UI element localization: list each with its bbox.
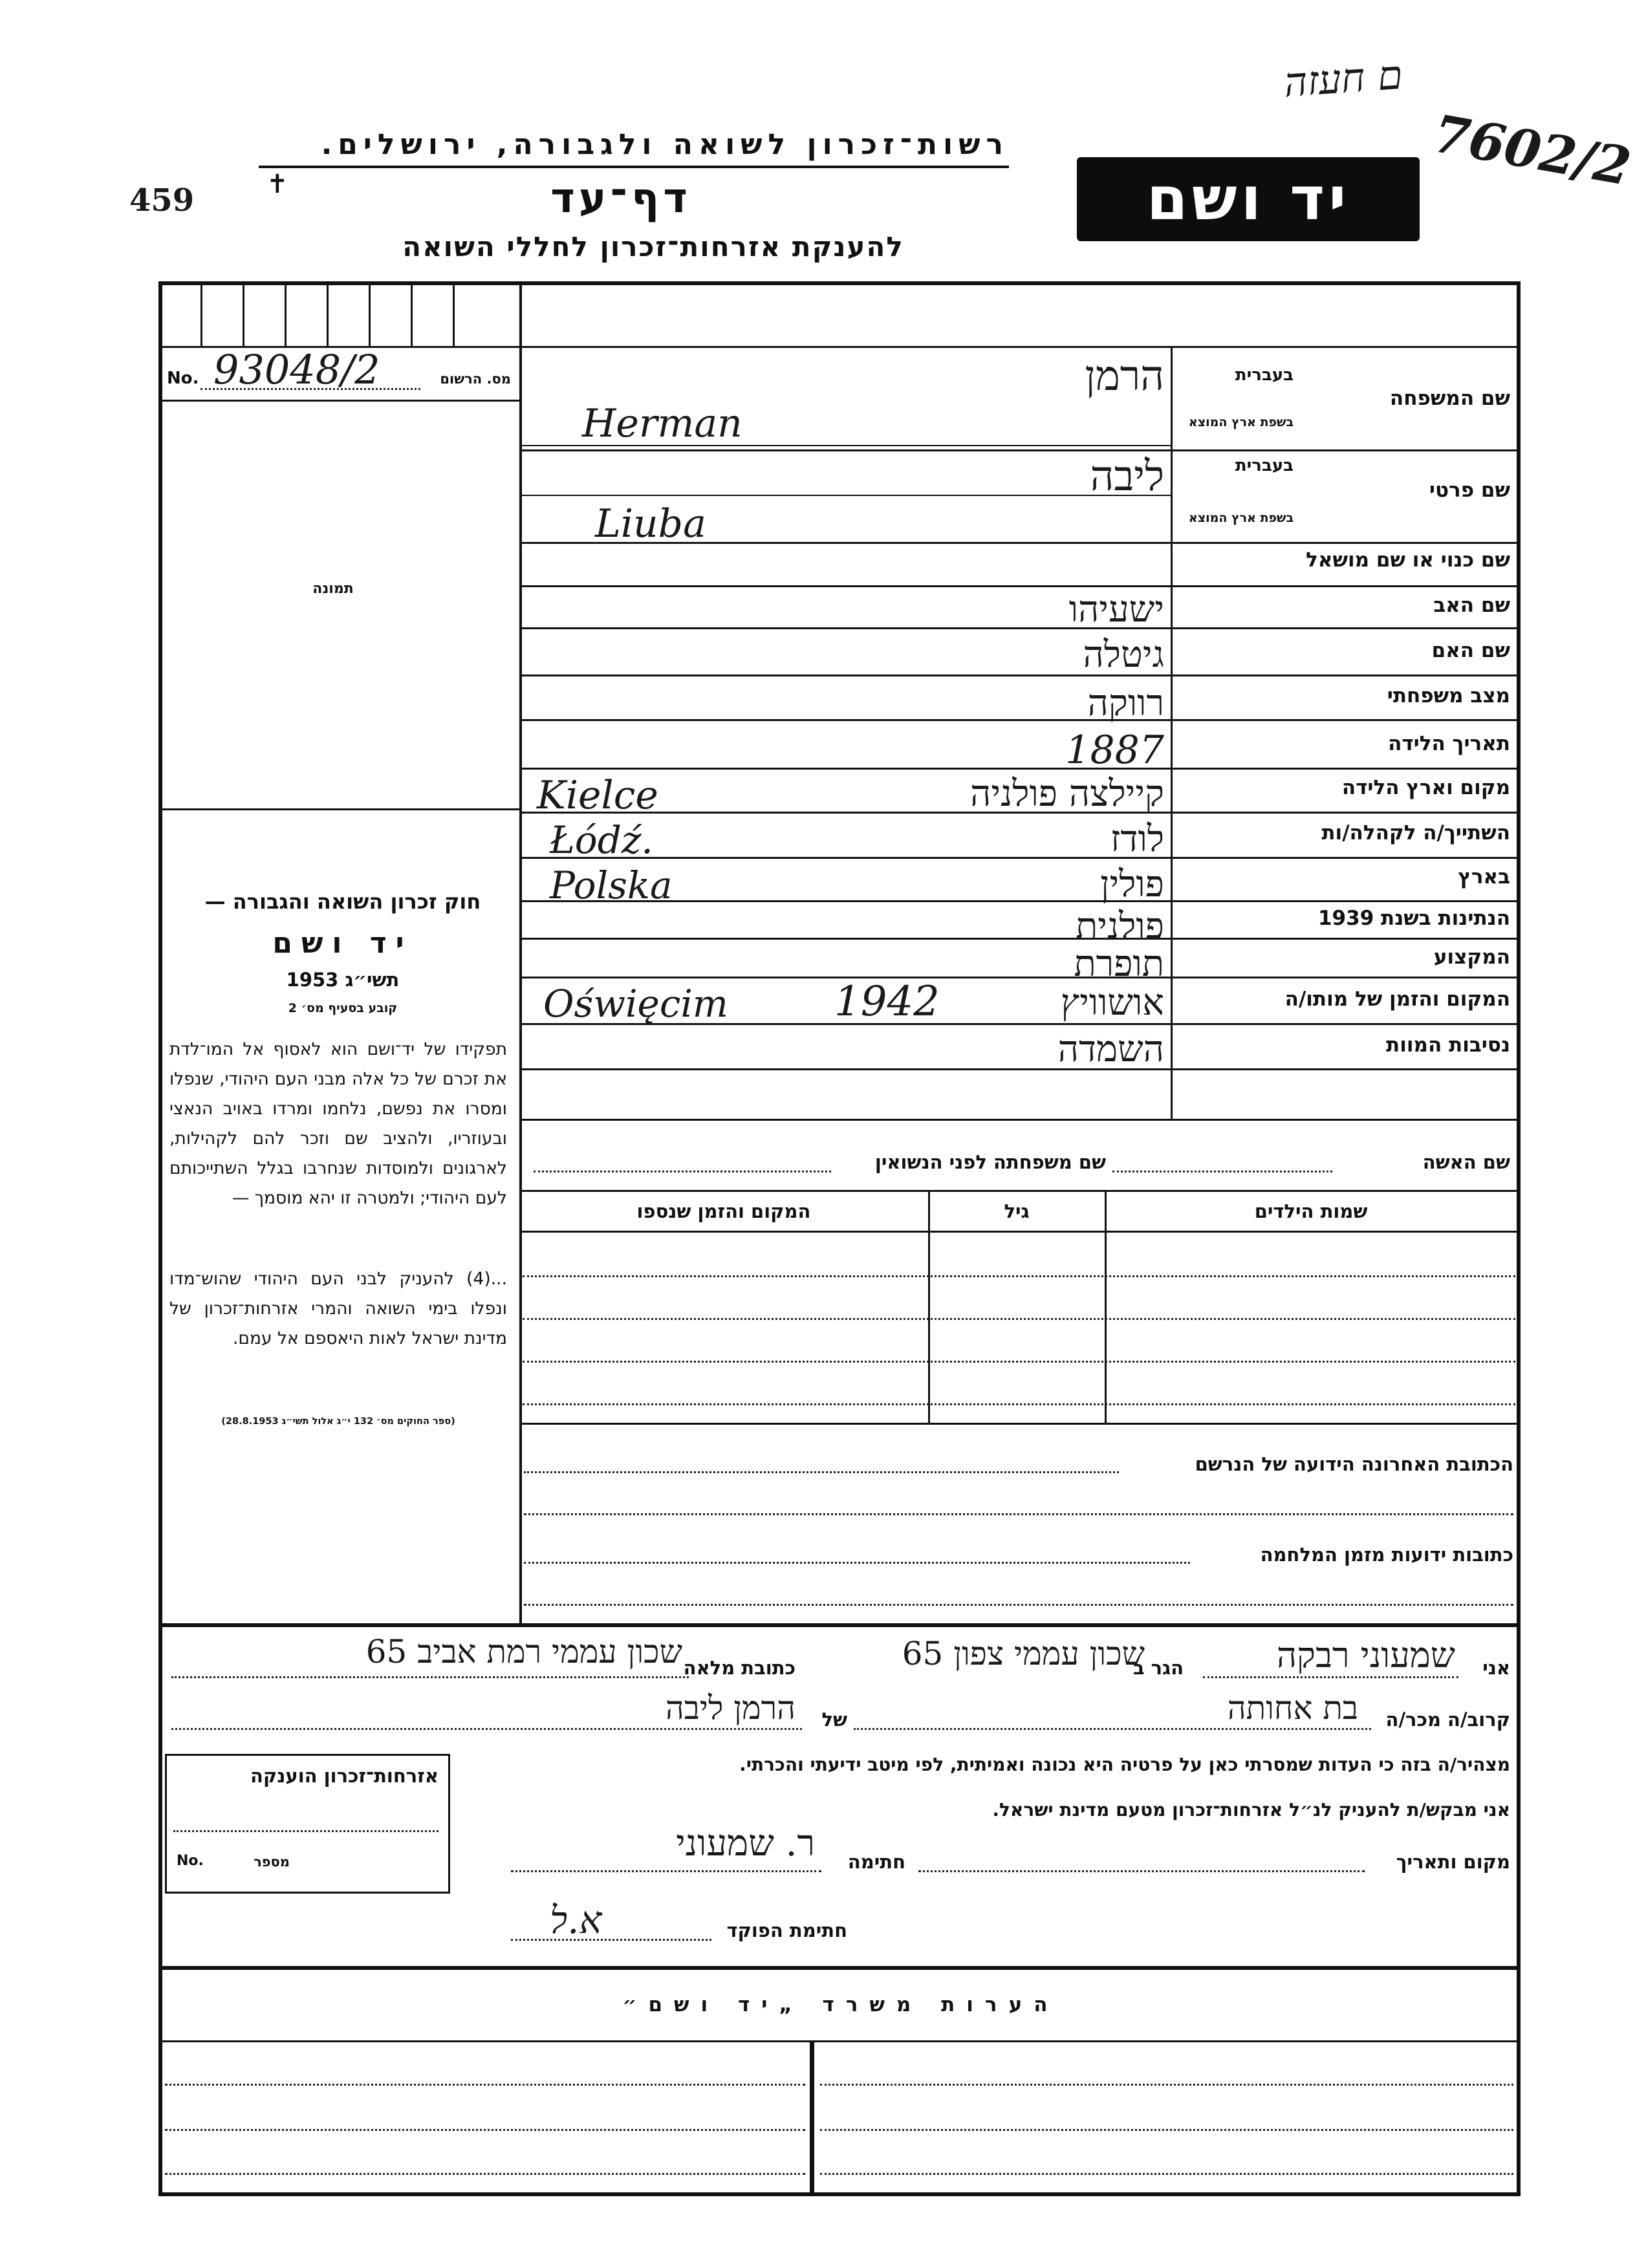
box-divider <box>243 281 244 346</box>
marital-value: רווקה <box>1087 682 1164 724</box>
registration-en-label: No. <box>167 369 199 388</box>
birth-place-label: מקום וארץ הלידה <box>1341 776 1510 799</box>
birth-date-value: 1887 <box>1065 728 1164 773</box>
frame-left <box>158 281 162 2196</box>
birth-date-label: תאריך הלידה <box>1388 732 1510 755</box>
law-name: יד ושם <box>272 927 413 960</box>
left-number: 459 <box>129 182 195 219</box>
law-paragraph-1-text: תפקידו של יד־ושם הוא לאסוף אל המו־לדת את זכרם של כל אלה מבני העם היהודי, שנפלו ומסרו את נפשם, נלחמו ומרדו באויב הנאצי ובעוזריו, ולהציב שם וזכר להם לקהילות, לארגונים ולמוסדות שנחרבו בגלל השתייכותם לעם היהודי; ולמטרה זו יהא מוסמך — <box>169 1039 507 1208</box>
law-paragraph-2-text: ...(4) להעניק לבני העם היהודי שהוש־מדו ונפלו בימי השואה והמרי אזרחות־זכרון של מדינת ישראל לאות היאספם אל עמם. <box>169 1269 507 1348</box>
photo-box-bottom <box>158 808 521 810</box>
children-row-line <box>523 1361 1515 1363</box>
citizenship-value: פולנית <box>1076 905 1164 947</box>
form-subtitle: להענקת אזרחות־זכרון לחללי השואה <box>402 231 904 263</box>
children-row-line <box>523 1275 1515 1277</box>
office-notes-top <box>158 1966 1520 1970</box>
frame-right <box>1517 281 1521 2196</box>
death-cause-label: נסיבות המוות <box>1386 1033 1510 1057</box>
office-notes-title: הערות משרד „יד ושם״ <box>622 1993 1059 2016</box>
notes-line <box>165 2129 805 2131</box>
box-divider <box>369 281 371 346</box>
wife-maiden-dots <box>534 1171 831 1172</box>
logo-text: יד ושם <box>1146 164 1350 233</box>
death-label: המקום והזמן של מותו/ה <box>1284 988 1510 1011</box>
request-text: אני מבקש/ת להעניק לנ״ל אזרחות־זכרון מטעם מדינת ישראל. <box>992 1799 1510 1820</box>
country-label: בארץ <box>1458 865 1510 889</box>
relation-of-value: הרמן ליבה <box>666 1689 796 1727</box>
declarant-address-value: שכון עממי רמת אביב 65 <box>365 1633 682 1670</box>
first-name-native-value: Liuba <box>595 501 706 546</box>
law-year: תשי״ג 1953 <box>286 969 400 991</box>
last-address-dots-2 <box>524 1513 1513 1515</box>
first-name-sub-hebrew: בעברית <box>1235 456 1294 475</box>
registration-he-label: מס. הרשום <box>440 371 511 387</box>
left-column-divider <box>519 281 522 1623</box>
death-cause-value: השמדה <box>1057 1028 1164 1070</box>
officer-signature-dots <box>511 1939 711 1941</box>
officer-signature-label: חתימת הפוקד <box>726 1919 847 1941</box>
notes-line <box>820 2129 1513 2131</box>
box-divider <box>285 281 287 346</box>
top-right-note: ם חעזה <box>1282 50 1405 107</box>
marital-label: מצב משפחתי <box>1387 684 1510 707</box>
row-line <box>519 1119 1519 1121</box>
wartime-address-dots-2 <box>524 1604 1513 1606</box>
country-native-value: Polska <box>550 863 673 907</box>
law-clause: קובע בסעיף מס׳ 2 <box>288 1001 398 1015</box>
authority-underline <box>259 166 1009 168</box>
father-value: ישעיהו <box>1068 589 1164 631</box>
nickname-label: שם כנוי או שם מושאל <box>1306 548 1510 572</box>
yad-vashem-logo <box>1077 157 1420 241</box>
declarant-address-dots <box>171 1676 689 1678</box>
row-line <box>519 585 1519 587</box>
relation-value: בת אחותה <box>1227 1689 1358 1727</box>
notes-line <box>820 2084 1513 2086</box>
law-paragraph-1 <box>169 1035 507 1213</box>
citizenship-box-number-label: מספר <box>254 1854 290 1870</box>
profession-value: תופרת <box>1074 943 1164 985</box>
country-hebrew-value: פולין <box>1100 863 1164 905</box>
signature-dots <box>511 1870 821 1872</box>
declaration-text: מצהיר/ה בזה כי העדות שמסרתי כאן על פרטיה היא נכונה ואמיתית, לפי מיטב ידיעתי והכרתי. <box>739 1754 1510 1775</box>
notes-line <box>820 2173 1513 2175</box>
box-divider <box>411 281 413 346</box>
birth-place-hebrew-value: קיילצה פולניה <box>970 773 1164 815</box>
community-hebrew-value: לודז <box>1110 818 1164 860</box>
last-address-label: הכתובת האחרונה הידועה של הנרשם <box>1195 1453 1513 1475</box>
signature-label: חתימה <box>847 1851 905 1873</box>
law-paragraph-2 <box>169 1264 507 1354</box>
declarant-i-label: אני <box>1482 1657 1510 1679</box>
children-col-divider-1 <box>1105 1190 1107 1423</box>
first-name-sub-native: בשפת ארץ המוצא <box>1188 511 1294 525</box>
community-label: השתייך/ה לקהלה/ות <box>1321 821 1510 845</box>
children-table-top <box>519 1190 1519 1192</box>
box-divider <box>200 281 202 346</box>
citizenship-box-line <box>173 1830 439 1832</box>
declarant-section-top <box>158 1623 1520 1627</box>
header-mark-icon: ✝ <box>266 169 288 199</box>
declarant-address-label: כתובת מלאה <box>683 1657 796 1679</box>
family-name-native-value: Herman <box>582 401 742 446</box>
wife-label: שם האשה <box>1422 1151 1510 1173</box>
wife-maiden-label: שם משפחתה לפני הנשואין <box>874 1151 1106 1173</box>
top-right-code: 7602/2 <box>1429 103 1635 197</box>
mother-label: שם האם <box>1431 639 1510 662</box>
frame-bottom <box>158 2192 1521 2196</box>
citizenship-box-number-en: No. <box>177 1853 204 1869</box>
wartime-address-label: כתובות ידועות מזמן המלחמה <box>1260 1544 1513 1566</box>
wartime-address-dots <box>524 1562 1190 1564</box>
registration-number: 93048/2 <box>213 346 380 393</box>
first-name-label: שם פרטי <box>1429 479 1510 502</box>
place-date-label: מקום ותאריך <box>1396 1851 1510 1873</box>
children-table-bottom <box>519 1423 1519 1425</box>
office-notes-divider <box>810 2040 814 2192</box>
death-hebrew-value: אושוויץ <box>1060 982 1164 1024</box>
relation-label: קרוב/ה מכר/ה <box>1385 1709 1510 1731</box>
birth-place-native-value: Kielce <box>537 773 658 818</box>
declarant-resides-label: הגר ב <box>1132 1657 1184 1679</box>
place-date-dots <box>918 1870 1365 1872</box>
death-year-value: 1942 <box>834 978 940 1026</box>
form-title: דף־עד <box>550 175 691 222</box>
citizenship-box-title: אזרחות־זכרון הוענקה <box>250 1765 439 1787</box>
relation-dots <box>854 1728 1371 1730</box>
children-col-divider-2 <box>928 1190 930 1423</box>
box-divider <box>453 281 455 346</box>
notes-line <box>165 2173 805 2175</box>
declarant-name-value: שמעוני רבקה <box>1276 1635 1455 1676</box>
family-name-sub-hebrew: בעברית <box>1235 365 1294 385</box>
relation-of-label: של <box>821 1709 847 1731</box>
law-title: חוק זכרון השואה והגבורה — <box>204 889 481 914</box>
children-header-place: המקום והזמן שנספו <box>636 1200 811 1222</box>
label-column-divider <box>1171 346 1173 1119</box>
officer-initials: א.ל <box>550 1898 602 1942</box>
law-citation: (ספר החוקים מס׳ 132 י״ג אלול תשי״ג 28.8.1953) <box>221 1416 455 1427</box>
notes-line <box>165 2084 805 2086</box>
row-line <box>519 449 1519 451</box>
children-header-line <box>519 1231 1519 1233</box>
children-row-line <box>523 1403 1515 1405</box>
family-name-label: שם המשפחה <box>1389 387 1510 410</box>
last-address-dots <box>524 1471 1119 1473</box>
father-label: שם האב <box>1433 594 1510 617</box>
children-header-age: גיל <box>1004 1200 1030 1222</box>
photo-label: תמונה <box>312 581 354 597</box>
family-name-hebrew-value: הרמן <box>1085 352 1164 400</box>
box-divider <box>327 281 329 346</box>
declarant-name-dots <box>1203 1676 1458 1678</box>
wife-dots <box>1112 1171 1332 1172</box>
children-header-names: שמות הילדים <box>1254 1200 1368 1222</box>
citizenship-label: הנתינות בשנת 1939 <box>1317 907 1510 930</box>
mother-value: גיטלה <box>1083 634 1164 676</box>
signature-value: ר. שמעוני <box>676 1822 815 1864</box>
death-native-value: Oświęcim <box>543 982 728 1026</box>
registration-row-line <box>158 400 521 402</box>
community-native-value: Łódź. <box>550 818 653 862</box>
family-name-sub-native: בשפת ארץ המוצא <box>1188 415 1294 429</box>
profession-label: המקצוע <box>1433 945 1510 969</box>
office-notes-line <box>158 2040 1520 2042</box>
authority-line: רשות־זכרון לשואה ולגבורה, ירושלים. <box>321 128 1009 161</box>
first-name-hebrew-value: ליבה <box>1090 453 1164 501</box>
children-row-line <box>523 1318 1515 1320</box>
declarant-resides-value: שכון עממי צפון 65 <box>902 1635 1145 1672</box>
relation-of-dots <box>171 1728 802 1730</box>
frame-top <box>158 281 1520 285</box>
citizenship-box <box>165 1754 450 1894</box>
